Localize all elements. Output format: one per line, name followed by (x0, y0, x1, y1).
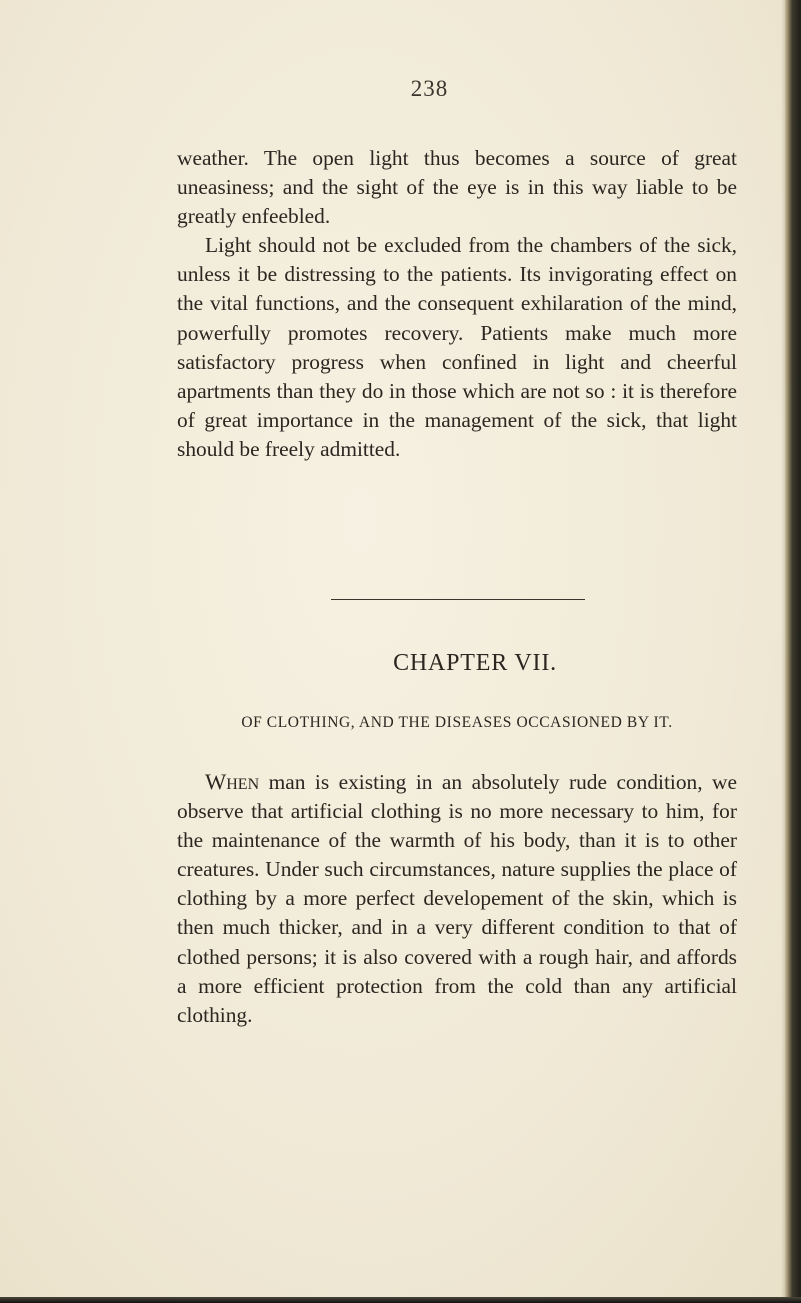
paragraph-continued: weather. The open light thus becomes a source of great uneasiness; and the sight of the eye is in this way liable to be greatly enfeebled. (177, 146, 737, 229)
chapter-opening-text (177, 767, 737, 1030)
binding-edge (785, 0, 801, 1303)
opening-paragraph-body: man is existing in an absolutely rude condition, we observe that artificial clothing is no more necessary to him, for the maintenance of the warmth of his body, than it is to other creatures. Under such circumstances, nature supplies the place of clothing by a more perfect developement of the skin, which is then much thicker, and in a very different condition to that of clothed persons; it is also covered with a rough hair, and affords a more efficient protection from the cold than any artificial clothing. (177, 770, 737, 1027)
paragraph-light: Light should not be excluded from the chambers of the sick, unless it be distressing to the patients. Its invigorating effect on the vital functions, and the consequent exhilaration of the mind, powerfully promotes recovery. Patients make much more satisfactory progress when confined in light and cheerful apartments than they do in those which are not so : it is therefore of great importance in the management of the sick, that light should be freely admitted. (177, 233, 737, 461)
bottom-edge (0, 1297, 801, 1303)
paragraph-opening (177, 767, 737, 1030)
lead-word: When (205, 769, 260, 794)
previous-section-text (177, 144, 737, 464)
page-number: 238 (410, 76, 449, 101)
section-divider (331, 599, 585, 600)
chapter-title: CHAPTER VII. (393, 650, 557, 676)
chapter-subtitle: OF CLOTHING, AND THE DISEASES OCCASIONED BY IT. (241, 714, 673, 731)
